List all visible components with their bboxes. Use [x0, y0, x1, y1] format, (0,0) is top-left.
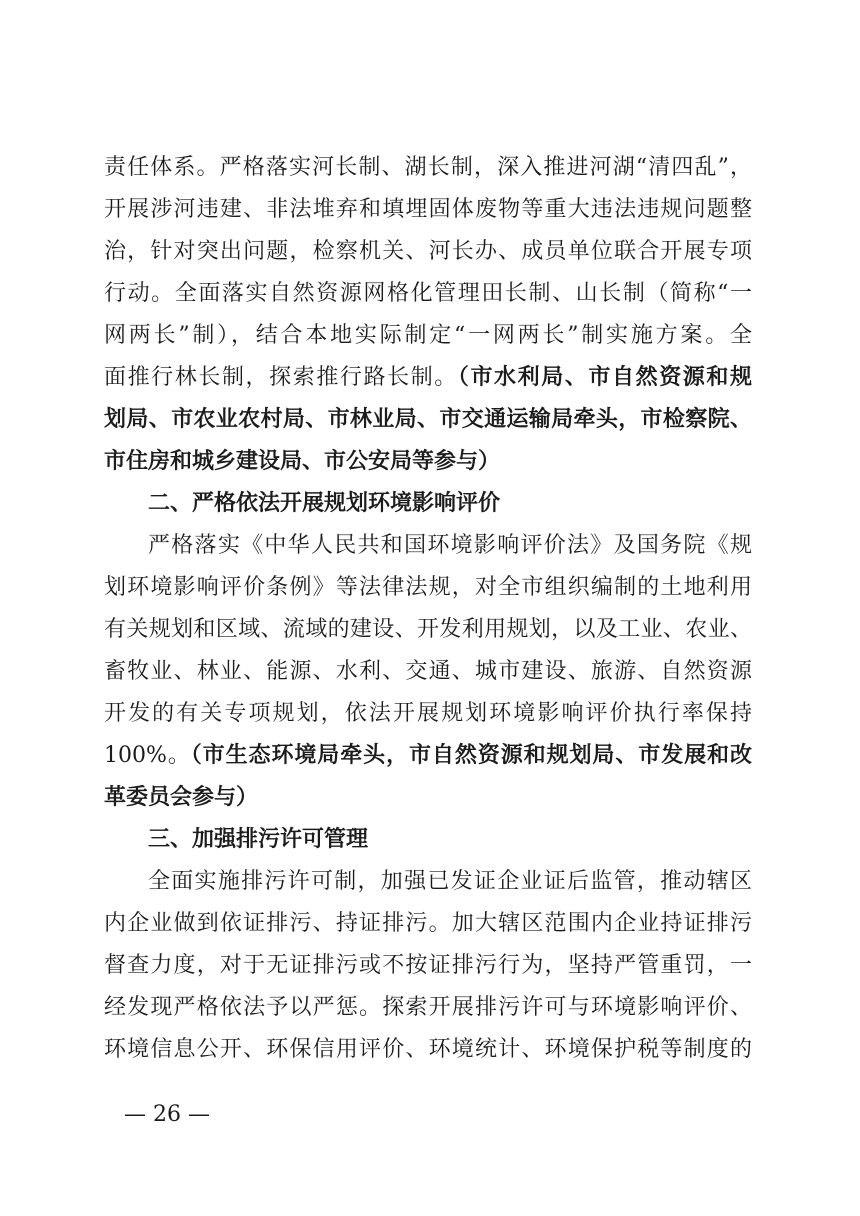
paragraph-line [104, 357, 752, 399]
paragraph-line: 行动。全面落实自然资源网格化管理田长制、山长制（简称“一 [104, 281, 752, 306]
section-heading: 三、加强排污许可管理 [148, 827, 369, 852]
section-heading: 二、严格依法开展规划环境影响评价 [148, 491, 501, 516]
paragraph-line [104, 735, 752, 777]
paragraph-text: 100%。 [104, 743, 191, 768]
responsible-units: （市水利局、市自然资源和规 [457, 365, 752, 390]
paragraph-line: 有关规划和区域、流域的建设、开发利用规划，以及工业、农业、 [104, 617, 752, 642]
paragraph-line: 责任体系。严格落实河长制、湖长制，深入推进河湖“清四乱”， [104, 155, 752, 180]
paragraph-line: 内企业做到依证排污、持证排污。加大辖区范围内企业持证排污 [104, 911, 752, 936]
responsible-units: （市生态环境局牵头，市自然资源和规划局、市发展和改 [190, 743, 752, 768]
paragraph-line: 督查力度，对于无证排污或不按证排污行为，坚持严管重罚，一 [104, 953, 752, 978]
paragraph-line: 环境信息公开、环保信用评价、环境统计、环境保护税等制度的 [104, 1037, 752, 1062]
paragraph-line: 畜牧业、林业、能源、水利、交通、城市建设、旅游、自然资源 [104, 659, 752, 684]
page-number: — 26 — [124, 1102, 210, 1127]
paragraph-line: 治，针对突出问题，检察机关、河长办、成员单位联合开展专项 [104, 239, 752, 264]
paragraph-line: 划环境影响评价条例》等法律法规，对全市组织编制的土地利用 [104, 575, 752, 600]
paragraph-line: 网两长”制），结合本地实际制定“一网两长”制实施方案。全 [104, 323, 752, 348]
paragraph-line: 严格落实《中华人民共和国环境影响评价法》及国务院《规 [148, 533, 752, 558]
body-text [104, 147, 752, 1071]
responsible-units-line: 划局、市农业农村局、市林业局、市交通运输局牵头，市检察院、 [104, 407, 752, 432]
paragraph-line: 经发现严格依法予以严惩。探索开展排污许可与环境影响评价、 [104, 995, 752, 1020]
responsible-units-line: 革委员会参与） [104, 785, 259, 810]
paragraph-line: 开展涉河违建、非法堆弃和填埋固体废物等重大违法违规问题整 [104, 197, 752, 222]
responsible-units-line: 市住房和城乡建设局、市公安局等参与） [104, 449, 501, 474]
paragraph-line: 开发的有关专项规划，依法开展规划环境影响评价执行率保持 [104, 701, 752, 726]
paragraph-line: 全面实施排污许可制，加强已发证企业证后监管，推动辖区 [148, 869, 752, 894]
paragraph-text: 面推行林长制，探索推行路长制。 [104, 365, 458, 390]
